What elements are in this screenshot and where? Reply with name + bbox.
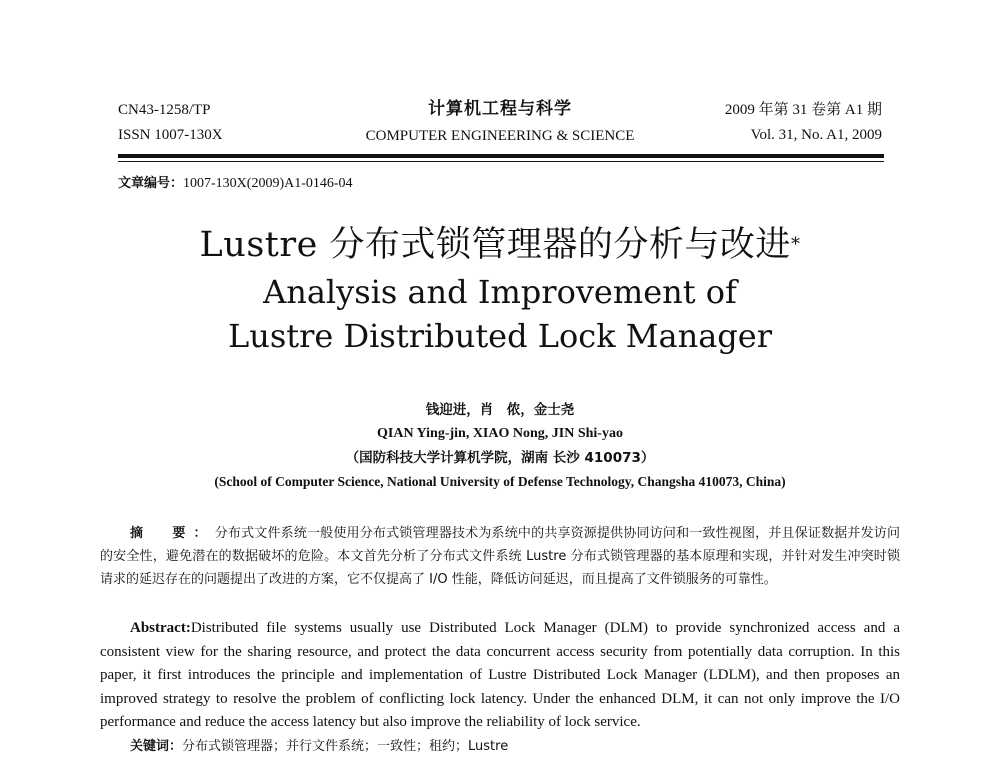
header-rule-thin bbox=[118, 161, 884, 162]
header-rule-thick bbox=[118, 154, 884, 158]
authors-en: QIAN Ying-jin, XIAO Nong, JIN Shi-yao bbox=[377, 426, 623, 441]
abstract-cn-label: 摘 要： bbox=[130, 526, 215, 541]
issue-cn: 2009 年第 31 卷第 A1 期 bbox=[724, 102, 882, 118]
journal-header-right bbox=[725, 98, 882, 148]
journal-name-en: COMPUTER ENGINEERING & SCIENCE bbox=[365, 128, 635, 144]
affiliation-cn: （国防科技大学计算机学院，湖南 长沙 410073） bbox=[345, 450, 655, 466]
keywords-label: 关键词： bbox=[130, 739, 183, 754]
abstract-en-text: Distributed file systems usually use Distributed Lock Manager (DLM) to provide synchronized access and a consistent view for the sharing resource, and protect the data concurrent access security from potentially data corruption. In this paper, it first introduces the principle and implementation of Lustre Distributed Lock Manager (LDLM), and then proposes an improved strategy to resolve the problem of conflicting lock latency. Under the enhanced DLM, it can not only improve the I/O performance and reduce the access latency but also improve the reliability of lock service. bbox=[100, 620, 900, 730]
keywords bbox=[130, 737, 508, 757]
title-cn-text: Lustre 分布式锁管理器的分析与改进 bbox=[199, 225, 791, 265]
affiliation-en: (School of Computer Science, National University of Defense Technology, Changsha 410073, China) bbox=[214, 474, 786, 489]
issn: ISSN 1007-130X bbox=[118, 127, 223, 143]
abstract-en bbox=[100, 617, 900, 735]
issue-en: Vol. 31, No. A1, 2009 bbox=[750, 127, 882, 143]
abstract-cn bbox=[100, 522, 900, 591]
abstract-cn-text: 分布式文件系统一般使用分布式锁管理器技术为系统中的共享资源提供协同访问和一致性视图，并且保证数据并发访问的安全性，避免潜在的数据破坏的危险。本文首先分析了分布式文件系统 Lustre 分布式锁管理器的基本原理和实现，并针对发生冲突时锁请求的延迟存在的问题提出了改进的方案，它不仅提高了 I/O 性能，降低访问延迟，而且提高了文件锁服务的可靠性。 bbox=[100, 526, 900, 587]
author-block bbox=[0, 398, 1000, 494]
article-number-label: 文章编号： bbox=[118, 176, 184, 191]
title-cn bbox=[0, 220, 1000, 270]
title-en-line1: Analysis and Improvement of bbox=[263, 273, 737, 311]
keywords-text: 分布式锁管理器；并行文件系统；一致性；租约；Lustre bbox=[182, 739, 509, 754]
article-number-value: 1007-130X(2009)A1-0146-04 bbox=[183, 176, 353, 191]
article-number bbox=[118, 172, 353, 192]
authors-cn: 钱迎进，肖 侬，金士尧 bbox=[425, 402, 575, 418]
title-block bbox=[0, 220, 1000, 358]
title-en-line2: Lustre Distributed Lock Manager bbox=[227, 317, 773, 355]
journal-name-cn: 计算机工程与科学 bbox=[428, 99, 572, 119]
cn-number: CN43-1258/TP bbox=[118, 102, 211, 118]
title-footnote-mark: * bbox=[790, 234, 801, 255]
abstract-en-label: Abstract: bbox=[130, 620, 191, 636]
